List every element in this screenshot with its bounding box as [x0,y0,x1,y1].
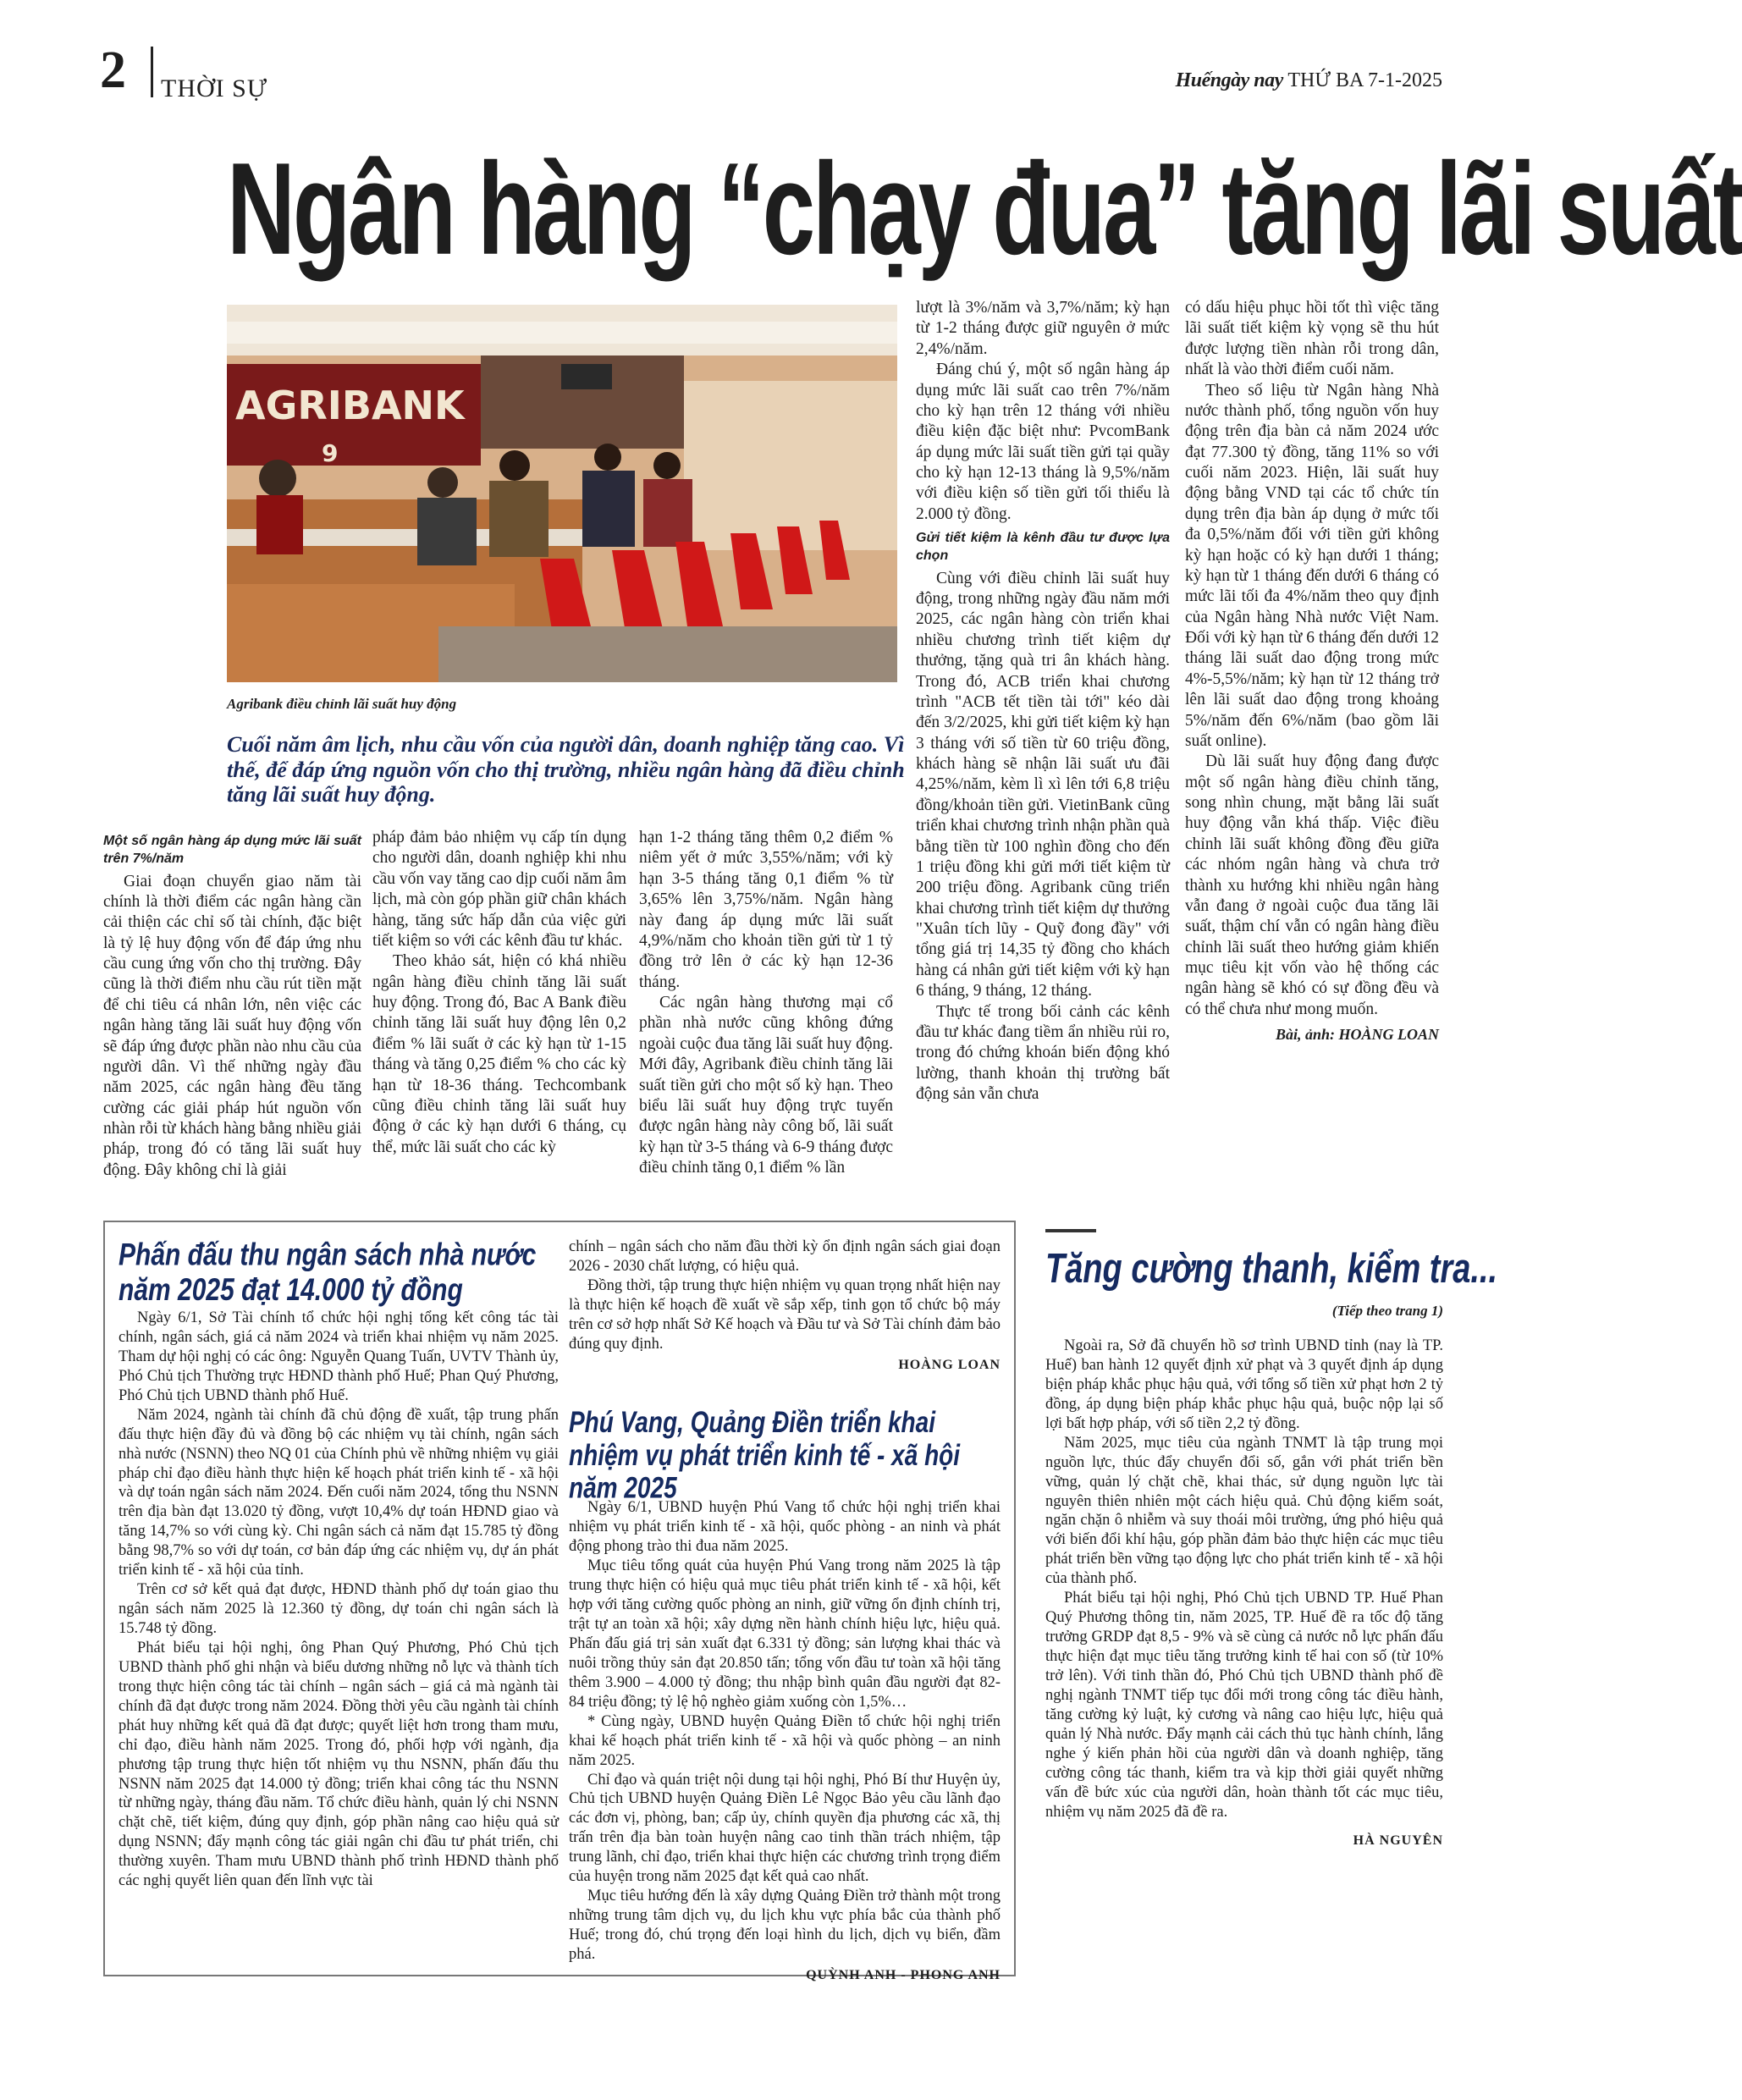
section-title: THỜI SỰ [161,74,268,102]
masthead [1176,69,1442,92]
paragraph: Thực tế trong bối cảnh các kênh đầu tư khác đang tiềm ẩn nhiều rủi ro, trong đó chứng khoán biến động khó lường, thanh khoản thị trường bất động sản vẫn chưa [916,1002,1170,1104]
paragraph: Dù lãi suất huy động đang được một số ngân hàng điều chỉnh tăng, song nhìn chung, mặt bằng lãi suất huy động vẫn khá thấp. Việc điều chỉnh lãi suất không đồng đều giữa các nhóm ngân hàng và chưa trở thành xu hướng khi nhiều ngân hàng vẫn đang ở ngoài cuộc đua tăng lãi suất, thậm chí vẫn có ngân hàng điều chỉnh lãi suất theo hướng giảm khiến mục tiêu kịt vốn vào hệ thống các ngân hàng sẽ khó có sự đồng đều và có thể chưa như mong muốn. [1185,752,1439,1018]
article-column-3 [639,828,893,1178]
paragraph: lượt là 3%/năm và 3,7%/năm; kỳ hạn từ 1-2 tháng được giữ nguyên ở mức 2,4%/năm. [916,299,1170,358]
paragraph: * Cùng ngày, UBND huyện Quảng Điền tổ chức hội nghị triển khai kế hoạch phát triển kinh tế - xã hội và quốc phòng – an ninh năm 2025. [569,1712,1001,1769]
paragraph: Mục tiêu hướng đến là xây dựng Quảng Điền trở thành một trong những trung tâm dịch vụ, du lịch khu vực phía bắc của thành phố Huế; trong đó, chú trọng đến loại hình du lịch, dịch vụ biển, đầm phá. [569,1888,1001,1963]
story-phuvang-body [569,1498,1001,1965]
photo-sign-text: AGRIBANK [235,383,465,428]
paragraph: Theo số liệu từ Ngân hàng Nhà nước thành phố, tổng nguồn vốn huy động trên địa bàn cả năm 2024 ước đạt 77.300 tỷ đồng, tăng 11% so với cuối năm 2023. Hiện, lãi suất huy động bằng VND tại các tổ chức tín dụng trên địa bàn áp dụng ở mức tối đa 0,5%/năm đối với tiền gửi không kỳ hạn hoặc có kỳ hạn dưới 1 tháng; kỳ hạn từ 1 tháng đến dưới 6 tháng có mức lãi tối đa 4%/năm theo quy định của Ngân hàng Nhà nước Việt Nam. Đối với kỳ hạn từ 6 tháng đến dưới 12 tháng lãi suất dao động trong mức 4%-5,5%/năm; kỳ hạn từ 12 tháng trở lên lãi suất dao động trong khoảng 5%/năm đến 6%/năm (bao gồm lãi suất online). [1185,381,1439,750]
article-column-4 [916,298,1170,1105]
story-budget-author: HOÀNG LOAN [898,1357,1001,1372]
header-divider [151,47,153,97]
paragraph: Đáng chú ý, một số ngân hàng áp dụng mức lãi suất cao trên 7%/năm cho kỳ hạn trên 12 tháng với nhiều điều kiện đặc biệt như: PvcomBank áp dụng mức lãi suất tiền gửi tại quầy cho kỳ hạn 12-13 tháng là 9,5%/năm với điều kiện số tiền gửi tối thiểu là 2.000 tỷ đồng. [916,361,1170,523]
paragraph: Cùng với điều chỉnh lãi suất huy động, trong những ngày đầu năm mới 2025, các ngân hàng còn triển khai nhiều chương trình tiết kiệm dự thưởng, tặng quà tri ân khách hàng. Trong đó, ACB triển khai chương trình "ACB tết tiền tài tới" kéo dài đến 3/2/2025, khi gửi tiết kiệm kỳ hạn 3 tháng với số tiền từ 60 triệu đồng, khách hàng sẽ nhận lãi suất ưu đãi 4,25%/năm, kèm lì xì lên tới 6,8 triệu đồng/khoản tiền gửi. VietinBank cũng triển khai chương trình nhận phần quà bằng tiền từ 100 nghìn đồng cho đến 1 triệu đồng khi gửi mới tiết kiệm từ 200 triệu đồng. Agribank cũng triển khai chương trình tiết kiệm dự thưởng "Xuân tích lũy - Quỹ đong đầy" với tổng giá trị 14,35 tỷ đồng cho khách hàng cá nhân gửi tiết kiệm với kỳ hạn 6 tháng, 9 tháng, 12 tháng. [916,569,1170,1000]
paragraph: có dấu hiệu phục hồi tốt thì việc tăng lãi suất tiết kiệm kỳ vọng sẽ thu hút được lượng tiền nhàn rỗi trong dân, nhất là vào thời điểm cuối năm. [1185,299,1439,379]
story-rule [1045,1229,1096,1232]
paragraph: Ngoài ra, Sở đã chuyển hồ sơ trình UBND tỉnh (nay là TP. Huế) ban hành 12 quyết định xử phạt và 3 quyết định áp dụng biện pháp khắc phục hậu quả, với tổng số tiền xử phạt hơn 2 tỷ đồng, áp dụng biện pháp khắc phục hậu quả, buộc nộp lại số lợi bất hợp pháp, với số tiền 2,2 tỷ đồng. [1045,1337,1443,1432]
article-photo [227,305,897,682]
paragraph: Phát biểu tại hội nghị, Phó Chủ tịch UBND TP. Huế Phan Quý Phương thông tin, năm 2025, TP. Huế đề ra tốc độ tăng trưởng GRDP đạt 8,5 - 9% và sẽ cùng cả nước nỗ lực phấn đấu thực hiện đạt mục tiêu tăng trưởng kinh tế hai con số (từ 10% trở lên). Với tinh thần đó, Phó Chủ tịch UBND thành phố đề nghị ngành TNMT tiếp tục đổi mới trong công tác điều hành, tăng cường kỷ luật, kỷ cương và nâng cao hiệu lực, hiệu quả quản lý Nhà nước. Đẩy mạnh cải cách thủ tục hành chính, lắng nghe ý kiến phản hồi của người dân và doanh nghiệp, tăng cường công tác thanh, kiểm tra và kịp thời giải quyết những vấn đề bức xúc của người dân, hoàn thành tốt các mục tiêu, nhiệm vụ năm 2025 đã đề ra. [1045,1590,1443,1821]
article-lede: Cuối năm âm lịch, nhu cầu vốn của người dân, doanh nghiệp tăng cao. Vì thế, để đáp ứng nguồn vốn cho thị trường, nhiều ngân hàng đã điều chỉnh tăng lãi suất huy động. [227,732,905,807]
story-budget-title: Phấn đấu thu ngân sách nhà nước năm 2025 đạt 14.000 tỷ đồng [119,1237,537,1308]
paragraph: Năm 2024, ngành tài chính đã chủ động đề xuất, tập trung phấn đấu thực hiện đầy đủ và đồng bộ các nhiệm vụ tài chính, ngân sách nhà nước (NSNN) theo NQ 01 của Chính phủ về những nhiệm vụ giải pháp chỉ đạo điều hành thực hiện kế hoạch phát triển kinh tế - xã hội và dự toán ngân sách năm 2024. Đến cuối năm 2024, tổng thu NSNN trên địa bàn đạt 13.020 tỷ đồng, vượt 10,4% dự toán HĐND giao và tăng 14,7% so với cùng kỳ. Chi ngân sách cả năm đạt 15.785 tỷ đồng bằng 98,7% so với dự toán, cơ bản đáp ứng các nhiệm vụ, dự án phát triển kinh tế - xã hội của tỉnh. [119,1406,559,1579]
article-column-1 [103,828,361,1181]
paragraph: Theo khảo sát, hiện có khá nhiều ngân hàng điều chỉnh tăng lãi suất huy động. Trong đó, Bac A Bank điều chỉnh tăng lãi suất huy động lên 0,2 điểm % lãi suất ở các kỳ hạn từ 1-15 tháng và tăng 0,25 điểm % cho các kỳ hạn từ 18-36 tháng. Techcombank cũng điều chỉnh tăng lãi suất huy động ở các kỳ hạn dưới 6 tháng, cụ thể, mức lãi suất cho các kỳ [372,952,626,1156]
subhead-2: Gửi tiết kiệm là kênh đầu tư được lựa chọn [916,531,1170,563]
story-inspect-author: HÀ NGUYÊN [1353,1833,1443,1849]
story-phuvang-author: QUỲNH ANH - PHONG ANH [806,1967,1001,1982]
story-budget-body [119,1309,559,1891]
paragraph: Ngày 6/1, UBND huyện Phú Vang tổ chức hội nghị triển khai nhiệm vụ phát triển kinh tế - xã hội, quốc phòng - an ninh và phát động phong trào thi đua năm 2025. [569,1499,1001,1556]
story-phuvang [569,1407,1001,1983]
paragraph: Giai đoạn chuyển giao năm tài chính là thời điểm các ngân hàng cần cải thiện các chỉ số tài chính, đặc biệt là tỷ lệ huy động vốn để đáp ứng nhu cầu cung ứng vốn cho thị trường. Đây cũng là thời điểm nhu cầu rút tiền mặt để chi tiêu cá nhân lớn, nên việc các ngân hàng tăng lãi suất huy động vốn sẽ đáp ứng được phần nào nhu cầu của người dân. Vì thế những ngày đầu năm 2025, các ngân hàng đều tăng cường các giải pháp hút nguồn vốn nhàn rỗi từ khách hàng bằng nhiều giải pháp, trong đó có tăng lãi suất huy động. Đây không chỉ là giải [103,872,361,1179]
paragraph: Đồng thời, tập trung thực hiện nhiệm vụ quan trọng nhất hiện nay là thực hiện kế hoạch đề xuất về sắp xếp, tinh gọn tổ chức bộ máy trên cơ sở hợp nhất Sở Kế hoạch và Đầu tư và Sở Tài chính đảm bảo đúng quy định. [569,1276,1001,1353]
subhead-1: Một số ngân hàng áp dụng mức lãi suất trên 7%/năm [103,834,361,866]
continued-note: (Tiếp theo trang 1) [1331,1303,1443,1319]
story-inspect [1045,1229,1498,1849]
main-headline: Ngân hàng “chạy đua” tăng lãi suất [227,135,1742,282]
paragraph: Các ngân hàng thương mại cổ phần nhà nước cũng không đứng ngoài cuộc đua tăng lãi suất huy động. Mới đây, Agribank điều chỉnh tăng lãi suất tiền gửi cho một số kỳ hạn. Theo biểu lãi suất huy động trực tuyến được ngân hàng này công bố, lãi suất kỳ hạn từ 3-5 tháng và 6-9 tháng được điều chỉnh tăng 0,1 điểm % lần [639,994,894,1177]
issue-date: THỨ BA 7-1-2025 [1287,69,1442,91]
masthead-brand: Huếngày nay [1175,69,1283,91]
story-inspect-body [1045,1337,1443,1822]
paragraph: Trên cơ sở kết quả đạt được, HĐND thành phố dự toán giao thu ngân sách năm 2025 là 12.360 tỷ đồng, dự toán chi ngân sách là 15.748 tỷ đồng. [119,1581,559,1637]
paragraph: Mục tiêu tổng quát của huyện Phú Vang trong năm 2025 là tập trung thực hiện có hiệu quả mục tiêu phát triển kinh tế - xã hội, kết hợp với tăng cường quốc phòng an ninh, giữ vững ổn định chính trị, trật tự an toàn xã hội; xây dựng nền hành chính hiệu lực, hiệu quả. Phấn đấu giá trị sản xuất đạt 6.331 tỷ đồng; sản lượng khai thác và nuôi trồng thủy sản đạt 20.850 tấn; tổng vốn đầu tư toàn xã hội tăng thêm 3.900 – 4.000 tỷ đồng; thu nhập bình quân đầu người đạt 82-84 triệu đồng; tỷ lệ hộ nghèo giảm xuống còn 1,5%… [569,1557,1001,1711]
article-byline: Bài, ảnh: HOÀNG LOAN [1275,1026,1439,1044]
counter-number: 9 [322,439,339,467]
paragraph: Ngày 6/1, Sở Tài chính tổ chức hội nghị tổng kết công tác tài chính, ngân sách, giá cả năm 2024 và triển khai nhiệm vụ năm 2025. Tham dự hội nghị có các ông: Nguyễn Quang Tuấn, UVTV Thành ủy, Phó Chủ tịch Thường trực HĐND thành phố Huế; Phan Quý Phương, Phó Chủ tịch UBND thành phố Huế. [119,1309,559,1404]
story-phuvang-title: Phú Vang, Quảng Điền triển khai nhiệm vụ phát triển kinh tế - xã hội năm 2025 [569,1405,961,1504]
paragraph: Phát biểu tại hội nghị, ông Phan Quý Phương, Phó Chủ tịch UBND thành phố ghi nhận và biểu dương những nỗ lực và thành tích trong thực hiện công tác tài chính – ngân sách – giá cả mà ngành tài chính đã đạt được trong năm 2024. Đồng thời yêu cầu ngành tài chính phát huy những kết quả đã đạt được; quyết liệt hơn trong tham mưu, chỉ đạo, điều hành năm 2025. Trong đó, phối hợp với ngành, địa phương tập trung thực hiện tốt nhiệm vụ thu NSNN, phấn đấu thu NSNN năm 2025 đạt 14.000 tỷ đồng; triển khai công tác thu NSNN từ những ngày, tháng đầu năm. Tổ chức điều hành, quản lý chi NSNN chặt chẽ, tiết kiệm, đúng quy định, góp phần nâng cao hiệu quả sử dụng NSNN; đẩy mạnh công tác giải ngân chi đầu tư phát triển, chi thường xuyên. Tham mưu UBND thành phố trình HĐND thành phố các nghị quyết liên quan đến lĩnh vực tài [119,1639,559,1890]
bank-interior-illustration [227,305,897,682]
story-budget [119,1237,559,1891]
paragraph: chính – ngân sách cho năm đầu thời kỳ ổn định ngân sách giai đoạn 2026 - 2030 chất lượng, có hiệu quả. [569,1238,1001,1275]
paragraph: hạn 1-2 tháng tăng thêm 0,2 điểm % niêm yết ở mức 3,55%/năm; với kỳ hạn 3-5 tháng tăng 0,1 điểm % từ 3,65% lên 3,75%/năm. Ngân hàng này đang áp dụng mức lãi suất 4,9%/năm cho khoản tiền gửi từ 1 tỷ đồng trở lên ở các kỳ hạn 12-36 tháng. [639,829,893,991]
photo-caption: Agribank điều chỉnh lãi suất huy động [227,696,457,712]
paragraph: Chỉ đạo và quán triệt nội dung tại hội nghị, Phó Bí thư Huyện ủy, Chủ tịch UBND huyện Quảng Điền Lê Ngọc Bảo yêu cầu lãnh đạo các đơn vị, phòng, ban; cấp ủy, chính quyền địa phương các xã, thị trấn trên địa bàn toàn huyện nâng cao tinh thần trách nhiệm, tập trung lãnh, chỉ đạo, triển khai thực hiện các chương trình trọng điểm của huyện trong năm 2025 đạt kết quả cao nhất. [569,1771,1001,1886]
story-inspect-title: Tăng cường thanh, kiểm tra... [1045,1246,1498,1293]
article-column-5 [1185,298,1439,1044]
article-column-2 [372,828,626,1158]
page-number: 2 [100,41,126,99]
story-budget-continued [569,1237,1001,1373]
paragraph: pháp đảm bảo nhiệm vụ cấp tín dụng cho người dân, doanh nghiệp khi nhu cầu vốn vay tăng cao dịp cuối năm âm lịch, mà còn góp phần giữ chân khách hàng, tăng sức hấp dẫn của việc gửi tiết kiệm so với các kênh đầu tư khác. [372,829,626,950]
paragraph: Năm 2025, mục tiêu của ngành TNMT là tập trung mọi nguồn lực, thúc đẩy chuyển đổi số, gắn với phát triển bền vững, quản lý chặt chẽ, khai thác, sử dụng nguồn lực tài nguyên thiên nhiên một cách hiệu quả. Chủ động kiểm soát, ngăn chặn ô nhiễm và suy thoái môi trường, ứng phó hiệu quả với biến đổi khí hậu, góp phần đảm bảo thực hiện các mục tiêu phát triển bền vững tạo động lực cho phát triển kinh tế - xã hội của thành phố. [1045,1434,1443,1588]
story-budget-body-2 [569,1237,1001,1354]
